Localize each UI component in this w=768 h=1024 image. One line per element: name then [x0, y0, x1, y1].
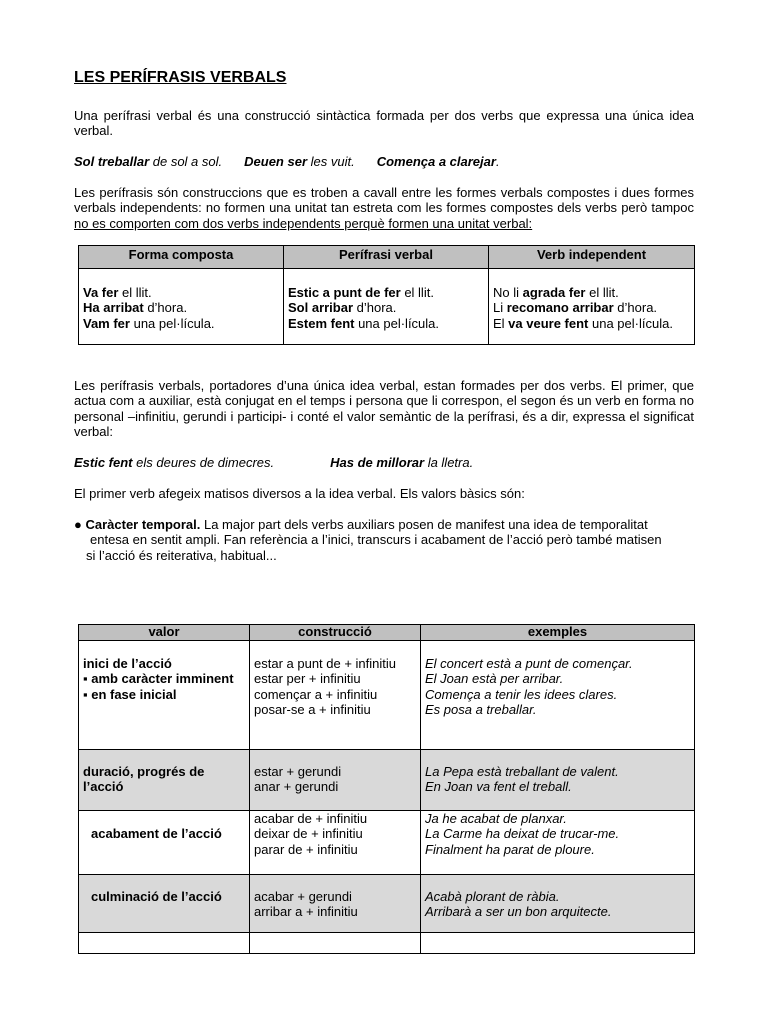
cell-exemples: La Pepa està treballant de valent. En Joan va fent el treball.: [421, 750, 695, 811]
bullet-text-3: si l’acció és reiterativa, habitual...: [86, 547, 277, 563]
comparison-paragraph: [74, 185, 694, 231]
bullet-text: La major part dels verbs auxiliars posen de manifest una idea de temporalitat: [200, 517, 648, 532]
bullet-heading: Caràcter temporal.: [85, 517, 201, 532]
cell-verb-independent: No li agrada fer el llit. Li recomano arribar d’hora. El va veure fent una pel·lícula.: [489, 269, 695, 345]
header-perifrasi-verbal: Perífrasi verbal: [284, 246, 489, 269]
table-row: [79, 269, 695, 345]
cell-valor: acabament de l’acció: [79, 811, 250, 875]
examples-line-1: [74, 154, 694, 169]
cell-perifrasi-verbal: Estic a punt de fer el llit. Sol arribar d’hora. Estem fent una pel·lícula.: [284, 269, 489, 345]
header-exemples: exemples: [421, 625, 695, 641]
values-table: [78, 624, 695, 954]
bullet-text-2: entesa en sentit ampli. Fan referència a l’inici, transcurs i acabament de l’acció però també matisen: [90, 532, 662, 548]
example-rest: .: [495, 154, 500, 169]
bullet-marker: ●: [74, 517, 82, 532]
example-rest: la lletra.: [424, 455, 474, 470]
cell-exemples: Ja he acabat de planxar. La Carme ha deixat de trucar-me. Finalment ha parat de ploure.: [421, 811, 695, 875]
example-verb: Deuen ser: [244, 154, 308, 169]
examples-line-2: [74, 455, 694, 470]
header-valor: valor: [79, 625, 250, 641]
comparison-underlined-text: no es comporten com dos verbs independents perquè formen una unitat verbal:: [74, 215, 533, 231]
example-rest: les vuit.: [307, 154, 355, 169]
cell-construccio: acabar + gerundi arribar a + infinitiu: [250, 875, 421, 933]
header-construccio: construcció: [250, 625, 421, 641]
comparison-text: Les perífrasis són construccions que es troben a cavall entre les formes verbals compostes i dues formes verbals independents: no formen una unitat tan estreta com les formes compostes dels verbs però tampoc: [74, 185, 694, 216]
header-verb-independent: Verb independent: [489, 246, 695, 269]
example-verb: Estic fent: [74, 455, 133, 470]
table-row: [79, 811, 695, 875]
example-verb: Comença a clarejar: [376, 154, 496, 169]
example-rest: de sol a sol.: [149, 154, 223, 169]
cell-forma-composta: Va fer el llit. Ha arribat d’hora. Vam fer una pel·lícula.: [79, 269, 284, 345]
page-title: LES PERÍFRASIS VERBALS: [74, 69, 287, 86]
comparison-table: [78, 245, 695, 345]
table-row: [79, 750, 695, 811]
cell-valor: culminació de l’acció: [79, 875, 250, 933]
cell-valor: duració, progrés de l’acció: [79, 750, 250, 811]
cell-exemples: El concert està a punt de començar. El Joan està per arribar. Comença a tenir les idees clares. Es posa a treballar.: [421, 641, 695, 750]
table-header-row: [79, 246, 695, 269]
cell-construccio: estar a punt de + infinitiu estar per + infinitiu començar a + infinitiu posar-se a + infinitiu: [250, 641, 421, 750]
example-verb: Sol treballar: [74, 154, 150, 169]
table-header-row: [79, 625, 695, 641]
definition-paragraph: Les perífrasis verbals, portadores d’una única idea verbal, estan formades per dos verbs. El primer, que actua com a auxiliar, està conjugat en el temps i persona que li correspon, el segon és un verb en forma no personal –infinitiu, gerundi i participi- i conté el valor semàntic de la perífrasi, és a dir, expressa el significat verbal:: [74, 378, 694, 440]
table-row-empty: [79, 933, 695, 954]
header-forma-composta: Forma composta: [79, 246, 284, 269]
cell-construccio: estar + gerundi anar + gerundi: [250, 750, 421, 811]
cell-exemples: Acabà plorant de ràbia. Arribarà a ser un bon arquitecte.: [421, 875, 695, 933]
values-intro-paragraph: El primer verb afegeix matisos diversos a la idea verbal. Els valors bàsics són:: [74, 486, 525, 501]
table-row: [79, 641, 695, 750]
table-row: [79, 875, 695, 933]
example-verb: Has de millorar: [330, 455, 425, 470]
bullet-temporal: [74, 517, 694, 563]
example-rest: els deures de dimecres.: [132, 455, 275, 470]
intro-paragraph: Una perífrasi verbal és una construcció sintàctica formada per dos verbs que expressa una única idea verbal.: [74, 108, 694, 139]
cell-valor: inici de l’acció ▪ amb caràcter imminent ▪ en fase inicial: [79, 641, 250, 750]
cell-construccio: acabar de + infinitiu deixar de + infinitiu parar de + infinitiu: [250, 811, 421, 875]
